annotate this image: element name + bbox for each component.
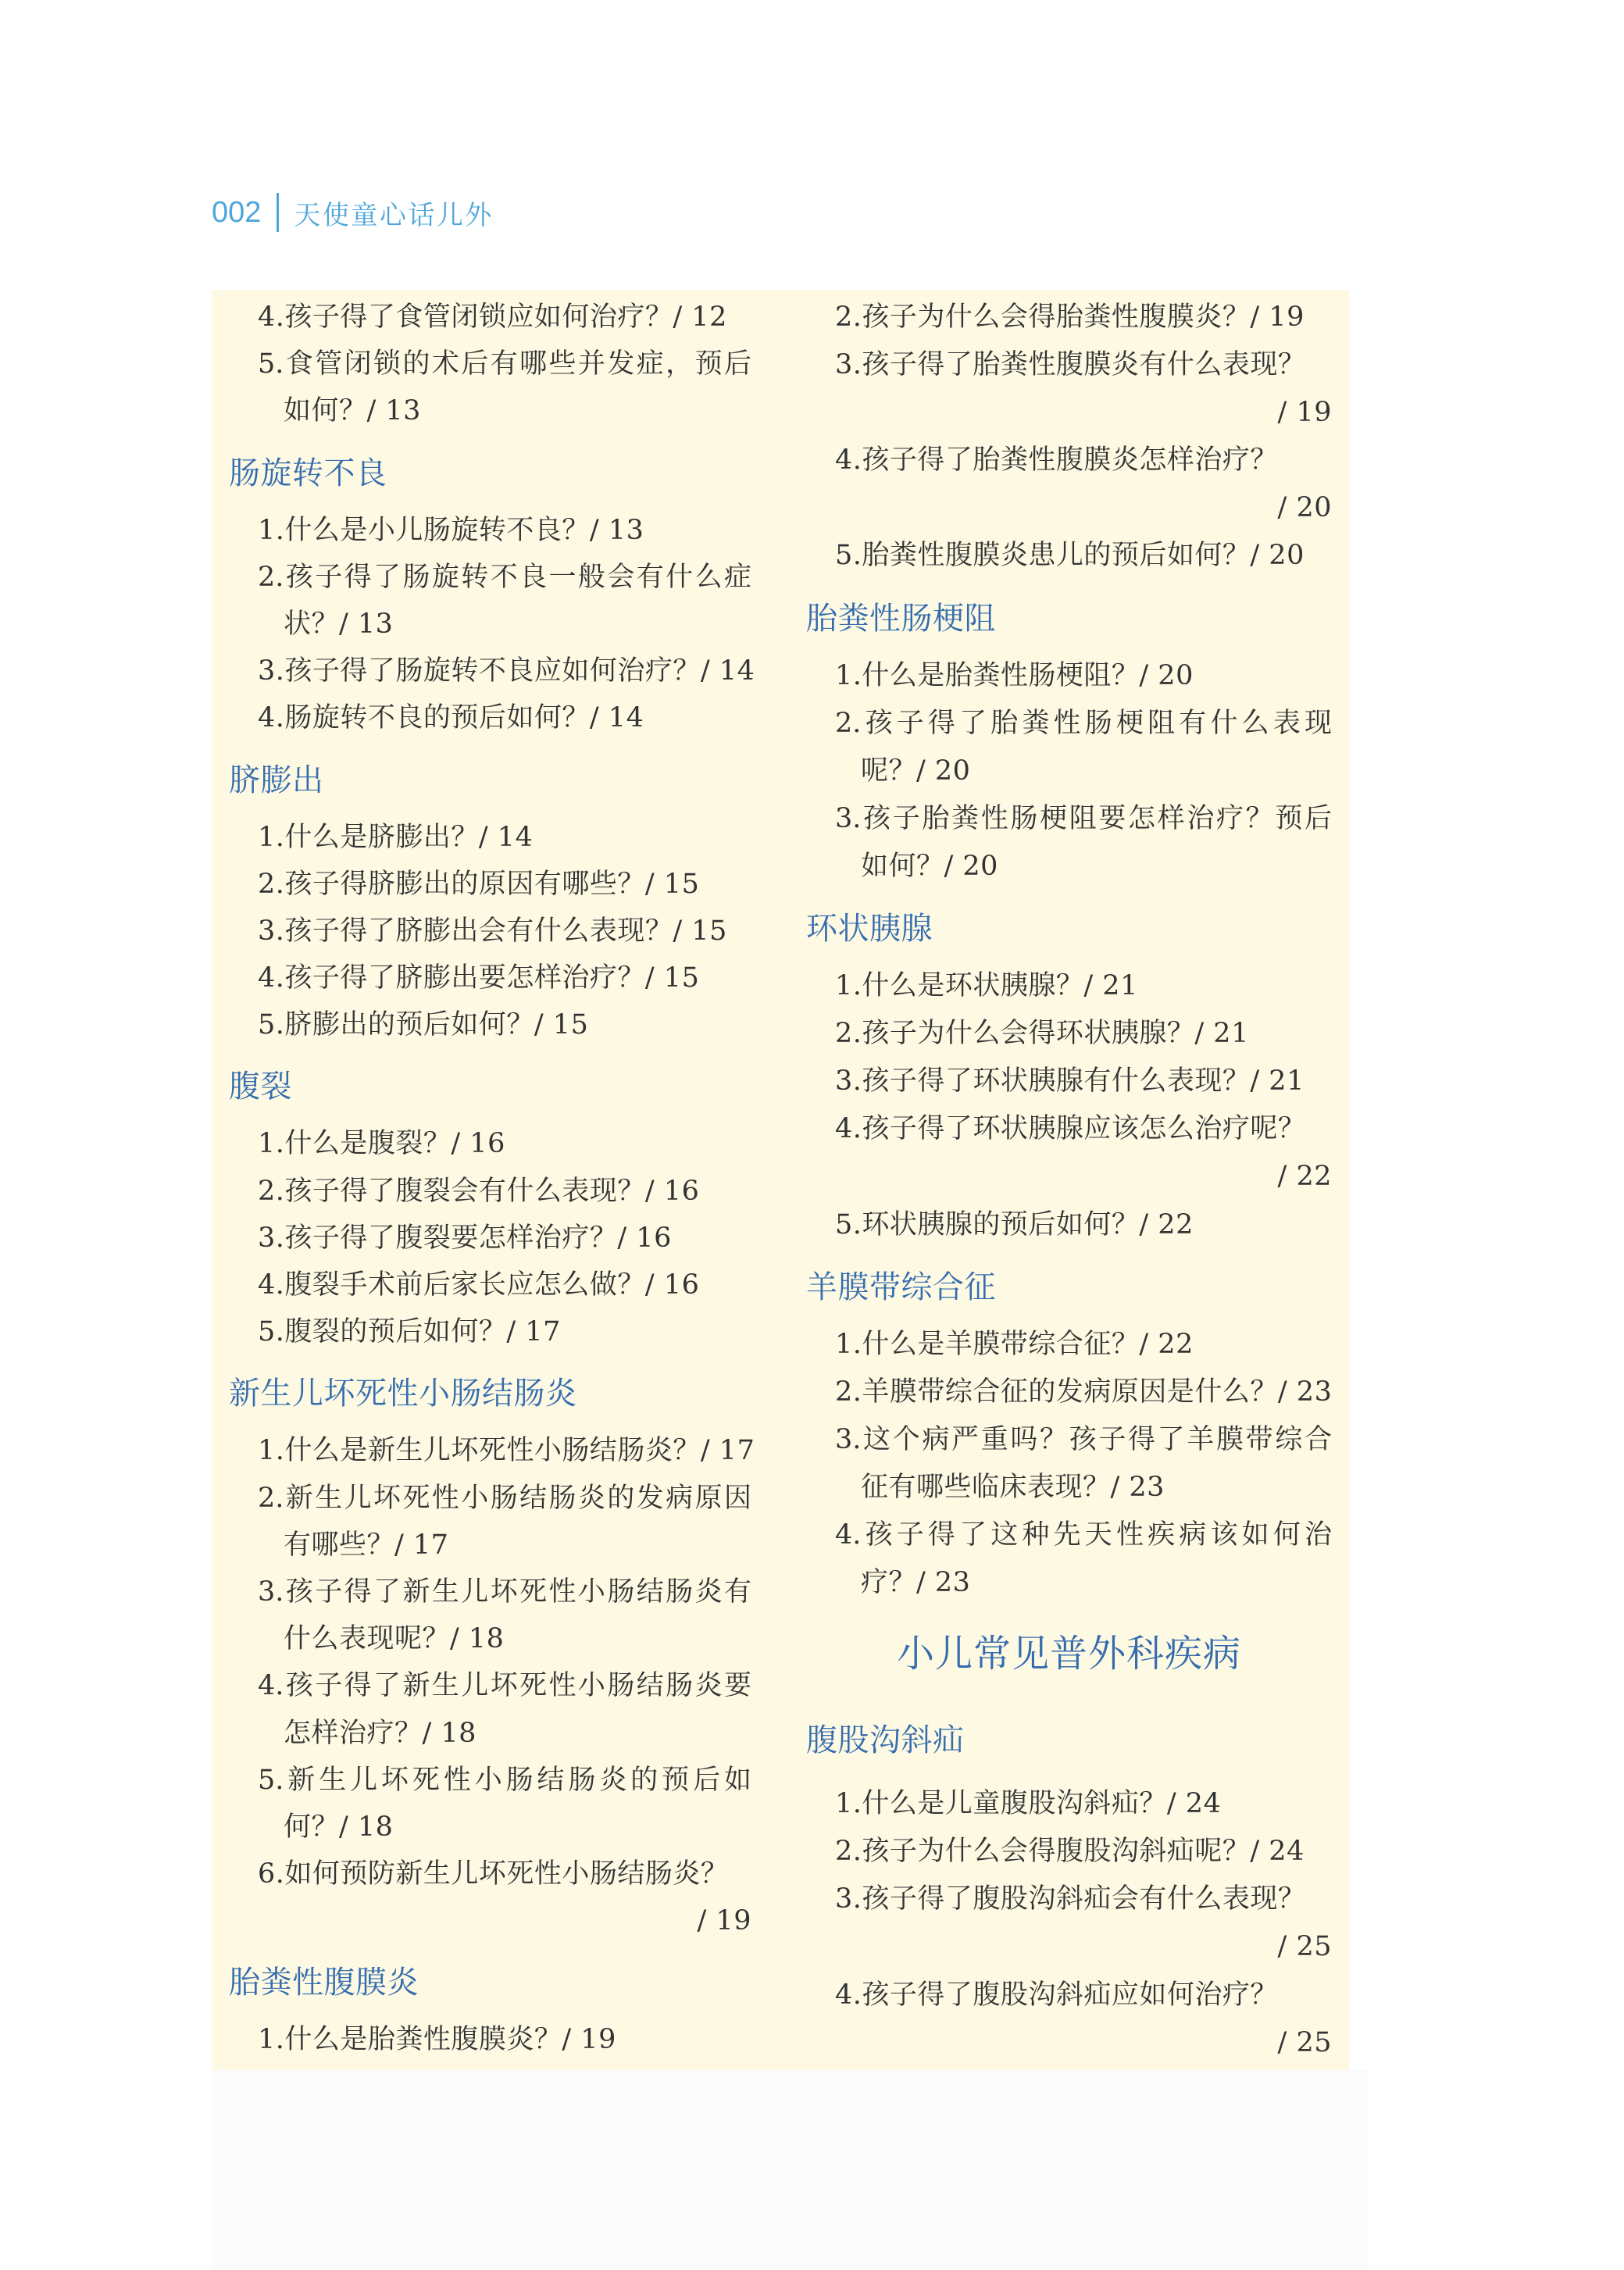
toc-page-reference: / 19 — [1277, 397, 1332, 429]
toc-entry-text: 4.孩子得了脐膨出要怎样治疗？/ 15 — [258, 962, 700, 994]
toc-entry — [835, 1010, 1332, 1058]
section-heading: 羊膜带综合征 — [806, 1269, 996, 1305]
toc-entry — [835, 1105, 1332, 1201]
toc-entry-text: 2.孩子为什么会得腹股沟斜疝呢？/ 24 — [835, 1836, 1305, 1868]
toc-entry-text: 2.孩子得脐膨出的原因有哪些？/ 15 — [258, 868, 700, 900]
toc-entry-text: 4.肠旋转不良的预后如何？/ 14 — [258, 702, 644, 734]
toc-entry-text: 5.脐膨出的预后如何？/ 15 — [258, 1009, 589, 1041]
toc-entry — [835, 341, 1332, 437]
toc-entry-text: 1.什么是小儿肠旋转不良？/ 13 — [258, 514, 644, 546]
section-heading: 肠旋转不良 — [229, 455, 387, 491]
toc-page-reference: / 20 — [1277, 492, 1332, 524]
toc-entry-text: 5.环状胰腺的预后如何？/ 22 — [835, 1208, 1194, 1240]
toc-entry-text: 3.孩子得了胎粪性腹膜炎有什么表现？ — [835, 349, 1306, 381]
toc-entry-text: 疗？/ 23 — [861, 1567, 971, 1599]
toc-entry — [835, 1058, 1332, 1105]
toc-entry — [835, 1780, 1332, 1828]
toc-entry-text: 3.孩子胎粪性肠梗阻要怎样治疗？预后 — [835, 802, 1332, 834]
toc-entry — [835, 1201, 1332, 1249]
toc-entry — [835, 532, 1332, 580]
toc-left-column — [229, 294, 755, 2064]
toc-entry-text: 呢？/ 20 — [861, 755, 971, 787]
toc-entry — [258, 814, 751, 861]
toc-entry — [258, 1475, 751, 1569]
toc-entry — [258, 1262, 751, 1308]
toc-entry-text: 3.孩子得了新生儿坏死性小肠结肠炎有 — [258, 1576, 751, 1608]
toc-entry — [835, 1321, 1332, 1369]
toc-entry-text: 2.孩子得了胎粪性肠梗阻有什么表现 — [835, 707, 1332, 739]
toc-section — [229, 1944, 751, 2063]
toc-entry-text: 1.什么是新生儿坏死性小肠结肠炎？/ 17 — [258, 1435, 755, 1467]
toc-entry — [258, 908, 751, 955]
toc-entry-text: 1.什么是胎粪性肠梗阻？/ 20 — [835, 659, 1194, 691]
toc-entry — [258, 2016, 751, 2063]
toc-entry — [835, 1828, 1332, 1876]
toc-entry — [258, 341, 751, 434]
toc-entry — [835, 1369, 1332, 1416]
toc-entry — [258, 1168, 751, 1215]
section-heading: 腹裂 — [229, 1069, 292, 1105]
toc-entry-text: 2.孩子得了肠旋转不良一般会有什么症 — [258, 561, 751, 593]
toc-entry-text: 征有哪些临床表现？/ 23 — [861, 1471, 1165, 1503]
toc-entry-text: 1.什么是胎粪性腹膜炎？/ 19 — [258, 2024, 616, 2056]
toc-entry — [835, 700, 1332, 795]
toc-entry-text: 3.孩子得了腹裂要怎样治疗？/ 16 — [258, 1222, 672, 1254]
section-heading: 新生儿坏死性小肠结肠炎 — [229, 1376, 577, 1412]
toc-section — [229, 435, 755, 742]
header-divider — [277, 193, 279, 232]
toc-entry — [835, 1512, 1332, 1607]
toc-entry-text: 有哪些？/ 17 — [284, 1529, 449, 1561]
toc-entry — [258, 554, 751, 648]
toc-right-column — [806, 294, 1332, 2067]
toc-page-reference: / 25 — [1277, 2026, 1332, 2058]
section-heading: 环状胰腺 — [806, 911, 933, 948]
toc-entry — [258, 861, 751, 908]
section-heading: 胎粪性腹膜炎 — [229, 1965, 419, 2001]
toc-section — [806, 1249, 1332, 1608]
toc-entry — [258, 1662, 751, 1756]
toc-entry-text: 1.什么是环状胰腺？/ 21 — [835, 970, 1138, 1002]
toc-entry-text: 2.孩子为什么会得胎粪性腹膜炎？/ 19 — [835, 302, 1305, 333]
toc-entry-text: 3.这个病严重吗？孩子得了羊膜带综合 — [835, 1423, 1332, 1455]
toc-entry — [835, 1972, 1332, 2067]
page-number: 002 — [212, 195, 262, 229]
page-lower-area — [212, 2070, 1368, 2270]
toc-entry-text: 怎样治疗？/ 18 — [284, 1717, 476, 1749]
toc-entry — [835, 437, 1332, 532]
running-header — [212, 192, 494, 233]
toc-entry-text: 何？/ 18 — [284, 1811, 394, 1843]
toc-entry-text: 5.胎粪性腹膜炎患儿的预后如何？/ 20 — [835, 540, 1305, 572]
toc-entry-text: 5.新生儿坏死性小肠结肠炎的预后如 — [258, 1764, 751, 1796]
section-heading: 脐膨出 — [229, 762, 324, 798]
toc-section — [806, 1701, 1332, 2067]
toc-entry — [258, 1308, 751, 1355]
toc-entry — [258, 1851, 751, 1944]
toc-entry — [258, 507, 751, 554]
toc-entry-text: 什么表现呢？/ 18 — [284, 1623, 505, 1655]
toc-entry-text: 3.孩子得了腹股沟斜疝会有什么表现？ — [835, 1883, 1306, 1915]
toc-page-reference: / 25 — [1277, 1931, 1332, 1963]
toc-section — [806, 891, 1332, 1249]
toc-entry-text: 4.孩子得了胎粪性腹膜炎怎样治疗？ — [835, 444, 1278, 476]
toc-section — [806, 580, 1332, 891]
toc-entry — [258, 694, 751, 741]
toc-entry-text: 2.羊膜带综合征的发病原因是什么？/ 23 — [835, 1376, 1333, 1408]
toc-page-reference: / 19 — [697, 1905, 751, 1937]
toc-entry-text: 3.孩子得了肠旋转不良应如何治疗？/ 14 — [258, 655, 755, 687]
toc-entry — [835, 652, 1332, 700]
toc-entry — [835, 795, 1332, 891]
toc-entry — [835, 294, 1332, 341]
toc-entry-text: 4.孩子得了食管闭锁应如何治疗？/ 12 — [258, 302, 727, 333]
toc-entry-text: 3.孩子得了脐膨出会有什么表现？/ 15 — [258, 915, 727, 947]
book-title: 天使童心话儿外 — [294, 199, 494, 231]
toc-entry-text: 1.什么是脐膨出？/ 14 — [258, 821, 534, 853]
toc-section — [229, 1355, 755, 1944]
toc-entry-text: 如何？/ 13 — [284, 395, 421, 427]
toc-entry-text: 1.什么是羊膜带综合征？/ 22 — [835, 1328, 1194, 1360]
toc-entry-text: 3.孩子得了环状胰腺有什么表现？/ 21 — [835, 1065, 1305, 1098]
toc-entry — [258, 1757, 751, 1851]
toc-entry — [835, 962, 1332, 1010]
toc-entry-text: 5.食管闭锁的术后有哪些并发症，预后 — [258, 348, 751, 380]
toc-entry — [835, 1876, 1332, 1971]
toc-entry-text: 2.孩子为什么会得环状胰腺？/ 21 — [835, 1018, 1249, 1050]
toc-entry — [258, 1427, 755, 1474]
toc-entry — [258, 1120, 751, 1167]
toc-entry-text: 状？/ 13 — [284, 608, 394, 640]
toc-entry-text: 6.如何预防新生儿坏死性小肠结肠炎？ — [258, 1858, 729, 1890]
toc-entry — [258, 1001, 751, 1048]
toc-entry — [258, 1569, 751, 1662]
section-heading: 胎粪性肠梗阻 — [806, 600, 996, 637]
toc-entry — [835, 1416, 1332, 1512]
toc-entry — [258, 1215, 751, 1262]
toc-section — [229, 1048, 751, 1355]
continued-entries — [835, 294, 1332, 580]
toc-entry-text: 2.孩子得了腹裂会有什么表现？/ 16 — [258, 1175, 700, 1207]
toc-entry-text: 1.什么是腹裂？/ 16 — [258, 1128, 505, 1160]
toc-page-reference: / 22 — [1277, 1161, 1332, 1193]
part-title: 小儿常见普外科疾病 — [896, 1632, 1241, 1676]
toc-entry — [258, 294, 751, 341]
toc-entry-text: 1.什么是儿童腹股沟斜疝？/ 24 — [835, 1788, 1222, 1820]
toc-entry-text: 4.孩子得了新生儿坏死性小肠结肠炎要 — [258, 1670, 751, 1702]
toc-entry-text: 4.孩子得了腹股沟斜疝应如何治疗？ — [835, 1979, 1278, 2011]
toc-entry — [258, 648, 755, 694]
toc-entry-text: 4.腹裂手术前后家长应怎么做？/ 16 — [258, 1269, 700, 1301]
section-heading: 腹股沟斜疝 — [806, 1722, 965, 1759]
toc-entry-text: 4.孩子得了环状胰腺应该怎么治疗呢？ — [835, 1113, 1306, 1145]
toc-part — [806, 1607, 1332, 2067]
toc-entry-text: 5.腹裂的预后如何？/ 17 — [258, 1316, 561, 1348]
toc-entry-text: 2.新生儿坏死性小肠结肠炎的发病原因 — [258, 1482, 751, 1514]
toc-section — [229, 742, 751, 1049]
toc-entry — [258, 955, 751, 1001]
toc-entry-text: 4.孩子得了这种先天性疾病该如何治 — [835, 1519, 1332, 1551]
toc-entry-text: 如何？/ 20 — [861, 850, 998, 882]
continued-entries — [258, 294, 751, 435]
